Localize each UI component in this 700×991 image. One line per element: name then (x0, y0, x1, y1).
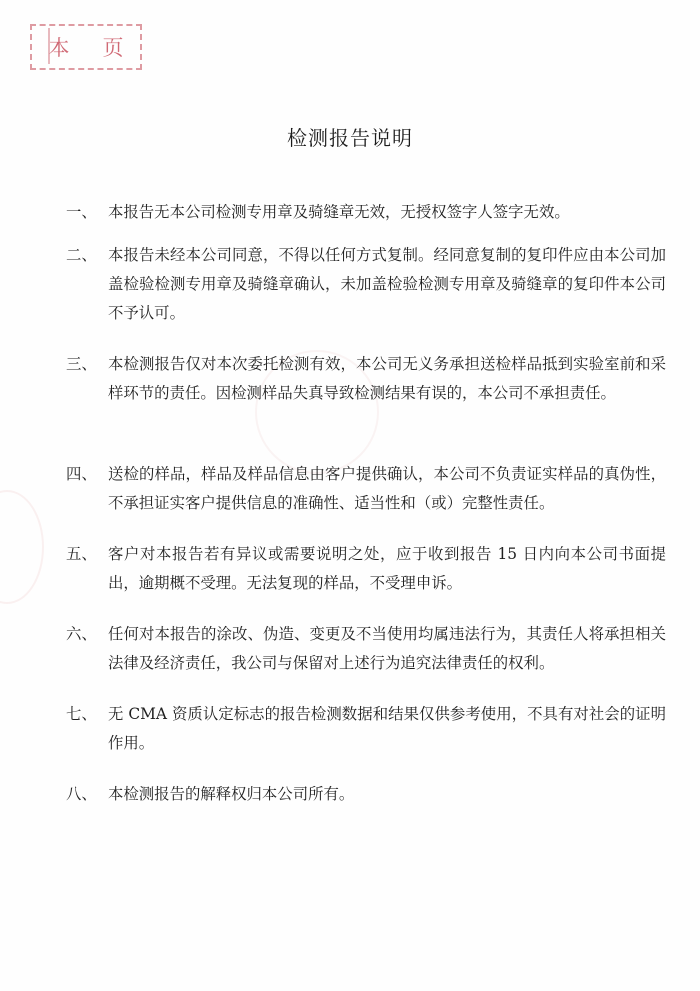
faint-seal-mark-edge (0, 490, 44, 604)
clause-number: 五、 (66, 545, 97, 563)
clause-number: 二、 (66, 246, 97, 264)
clause-8 (66, 780, 666, 809)
clause-text: 本检测报告仅对本次委托检测有效，本公司无义务承担送检样品抵到实验室前和采样环节的责任。因检测样品失真导致检测结果有误的，本公司不承担责任。 (108, 355, 666, 402)
clause-2 (66, 241, 666, 328)
clause-7 (66, 700, 666, 758)
clause-number: 六、 (66, 625, 97, 643)
page-stamp (30, 24, 142, 70)
clause-1 (66, 198, 666, 227)
clause-number: 七、 (66, 705, 97, 723)
stamp-char: 本 (48, 36, 70, 60)
clause-number: 三、 (66, 355, 97, 373)
clause-3 (66, 350, 666, 408)
stamp-char: 页 (102, 36, 124, 60)
clause-text: 本报告无本公司检测专用章及骑缝章无效，无授权签字人签字无效。 (108, 203, 570, 221)
clause-text: 任何对本报告的涂改、伪造、变更及不当使用均属违法行为，其责任人将承担相关法律及经济责任，我公司与保留对上述行为追究法律责任的权利。 (108, 625, 666, 672)
clause-number: 八、 (66, 785, 97, 803)
clause-text: 本报告未经本公司同意，不得以任何方式复制。经同意复制的复印件应由本公司加盖检验检测专用章及骑缝章确认，未加盖检验检测专用章及骑缝章的复印件本公司不予认可。 (108, 246, 666, 322)
clause-text: 本检测报告的解释权归本公司所有。 (108, 785, 355, 803)
document-title: 检测报告说明 (287, 126, 413, 150)
clause-text: 客户对本报告若有异议或需要说明之处，应于收到报告 15 日内向本公司书面提出，逾期概不受理。无法复现的样品，不受理申诉。 (108, 545, 666, 592)
clause-number: 一、 (66, 203, 97, 221)
clause-text: 无 CMA 资质认定标志的报告检测数据和结果仅供参考使用，不具有对社会的证明作用。 (108, 705, 666, 752)
clause-number: 四、 (66, 465, 97, 483)
clause-6 (66, 620, 666, 678)
clause-5 (66, 540, 666, 598)
clause-text: 送检的样品，样品及样品信息由客户提供确认，本公司不负责证实样品的真伪性，不承担证实客户提供信息的准确性、适当性和（或）完整性责任。 (108, 465, 666, 512)
clause-4 (66, 460, 666, 518)
